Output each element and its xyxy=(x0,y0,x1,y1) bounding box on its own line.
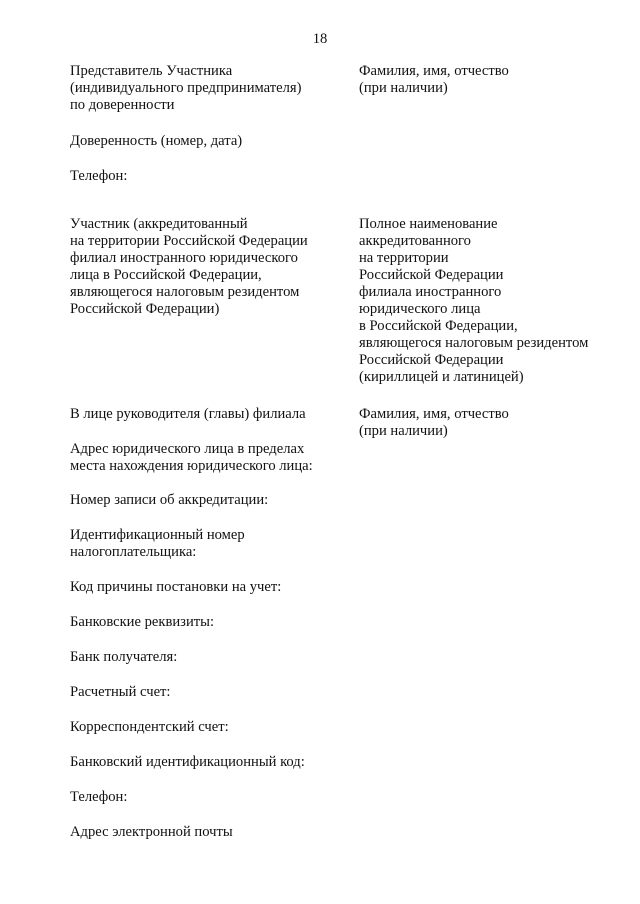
participant-label-line: на территории Российской Федерации xyxy=(70,233,308,249)
inn-label xyxy=(70,527,245,561)
email-label: Адрес электронной почты xyxy=(70,824,233,840)
participant-hint-line: являющегося налоговым резидентом xyxy=(359,335,589,351)
phone-label: Телефон: xyxy=(70,168,128,184)
page-number: 18 xyxy=(312,31,328,47)
participant-hint-line: Российской Федерации xyxy=(359,267,504,283)
legal-address-line: Адрес юридического лица в пределах xyxy=(70,441,305,457)
participant-label-line: лица в Российской Федерации, xyxy=(70,267,262,283)
beneficiary-bank-label: Банк получателя: xyxy=(70,649,178,665)
kpp-label: Код причины постановки на учет: xyxy=(70,579,282,595)
participant-label-line: филиал иностранного юридического xyxy=(70,250,298,266)
representative-label-line: (индивидуального предпринимателя) xyxy=(70,80,302,96)
participant-name-hint xyxy=(359,216,588,386)
inn-label-line: Идентификационный номер xyxy=(70,527,245,543)
participant-hint-line: Российской Федерации xyxy=(359,352,504,368)
current-account-label: Расчетный счет: xyxy=(70,684,171,700)
head-hint-line: Фамилия, имя, отчество xyxy=(359,406,509,422)
representative-hint-line: Фамилия, имя, отчество xyxy=(359,63,509,79)
correspondent-account-label: Корреспондентский счет: xyxy=(70,719,229,735)
participant-label xyxy=(70,216,308,318)
accreditation-record-label: Номер записи об аккредитации: xyxy=(70,492,269,508)
participant-label-line: Участник (аккредитованный xyxy=(70,216,248,232)
participant-hint-line: в Российской Федерации, xyxy=(359,318,518,334)
legal-address-label xyxy=(70,441,313,475)
representative-label xyxy=(70,63,301,114)
representative-hint-line: (при наличии) xyxy=(359,80,448,96)
bank-details-label: Банковские реквизиты: xyxy=(70,614,214,630)
representative-name-hint xyxy=(359,63,509,97)
participant-hint-line: (кириллицей и латиницей) xyxy=(359,369,524,385)
participant-hint-line: на территории xyxy=(359,250,449,266)
head-name-hint xyxy=(359,406,509,440)
representative-label-line: по доверенности xyxy=(70,97,175,113)
head-hint-line: (при наличии) xyxy=(359,423,448,439)
participant-hint-line: филиала иностранного xyxy=(359,284,502,300)
power-of-attorney-label: Доверенность (номер, дата) xyxy=(70,133,243,149)
inn-label-line: налогоплательщика: xyxy=(70,544,197,560)
bic-label: Банковский идентификационный код: xyxy=(70,754,305,770)
participant-hint-line: Полное наименование xyxy=(359,216,498,232)
participant-label-line: являющегося налоговым резидентом xyxy=(70,284,300,300)
head-of-branch-label: В лице руководителя (главы) филиала xyxy=(70,406,306,422)
legal-address-line: места нахождения юридического лица: xyxy=(70,458,313,474)
participant-label-line: Российской Федерации) xyxy=(70,301,220,317)
participant-hint-line: аккредитованного xyxy=(359,233,471,249)
participant-hint-line: юридического лица xyxy=(359,301,481,317)
phone-label-2: Телефон: xyxy=(70,789,128,805)
representative-label-line: Представитель Участника xyxy=(70,63,233,79)
